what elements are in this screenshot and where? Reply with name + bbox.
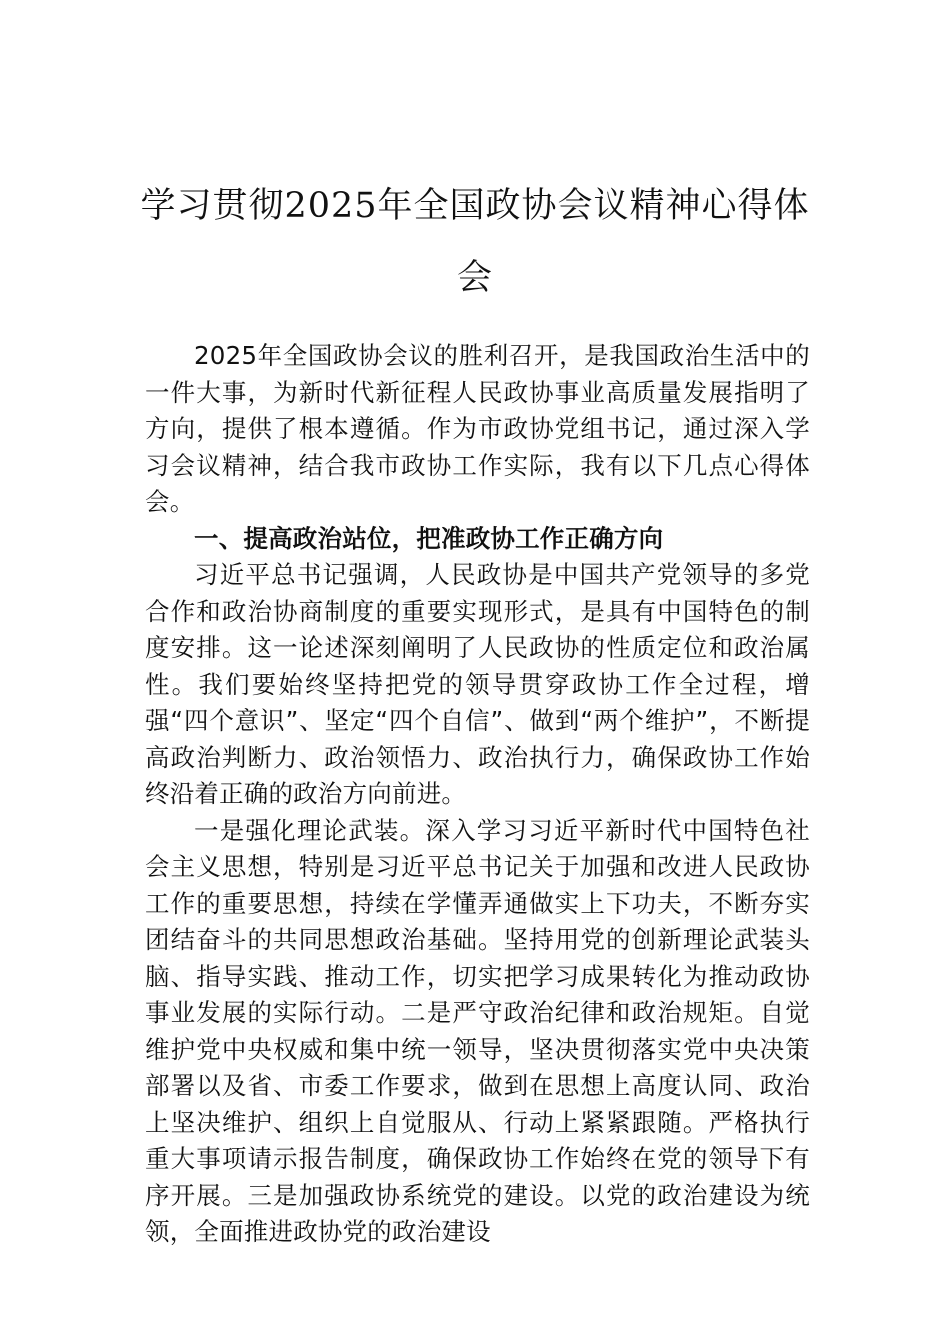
paragraph-section-1: 习近平总书记强调，人民政协是中国共产党领导的多党合作和政治协商制度的重要实现形式，是具有中国特色的制度安排。这一论述深刻阐明了人民政协的性质定位和政治属性。我们要始终坚持把党的领导贯穿政协工作全过程，增强“四个意识”、坚定“四个自信”、做到“两个维护”，不断提高政治判断力、政治领悟力、政治执行力，确保政协工作始终沿着正确的政治方向前进。 <box>145 560 810 808</box>
document-title: 学习贯彻2025年全国政协会议精神心得体会 <box>140 186 810 298</box>
document-body <box>145 338 810 1251</box>
paragraph-section-1-points: 一是强化理论武装。深入学习习近平新时代中国特色社会主义思想，特别是习近平总书记关于加强和改进人民政协工作的重要思想，持续在学懂弄通做实上下功夫，不断夯实团结奋斗的共同思想政治基础。坚持用党的创新理论武装头脑、指导实践、推动工作，切实把学习成果转化为推动政协事业发展的实际行动。二是严守政治纪律和政治规矩。自觉维护党中央权威和集中统一领导，坚决贯彻落实党中央决策部署以及省、市委工作要求，做到在思想上高度认同、政治上坚决维护、组织上自觉服从、行动上紧紧跟随。严格执行重大事项请示报告制度，确保政协工作始终在党的领导下有序开展。三是加强政协系统党的建设。以党的政治建设为统领，全面推进政协党的政治建设 <box>145 815 810 1246</box>
section-heading-1: 一、提高政治站位，把准政协工作正确方向 <box>194 523 664 553</box>
paragraph-intro: 2025年全国政协会议的胜利召开，是我国政治生活中的一件大事，为新时代新征程人民政协事业高质量发展指明了方向，提供了根本遵循。作为市政协党组书记，通过深入学习会议精神，结合我市政协工作实际，我有以下几点心得体会。 <box>145 341 810 516</box>
